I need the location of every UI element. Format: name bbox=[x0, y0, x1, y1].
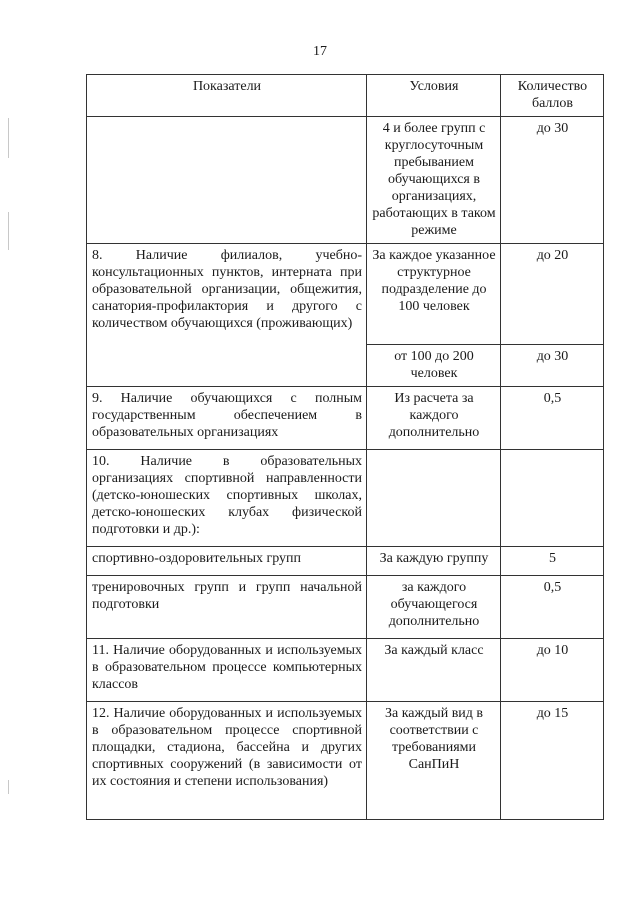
page-number: 17 bbox=[313, 44, 327, 59]
indicator-cell: тренировочных групп и групп начальной подготовки bbox=[87, 576, 367, 639]
points-cell: 0,5 bbox=[501, 387, 604, 450]
indicator-cell: 11. Наличие оборудованных и используемых в образовательном процессе компьютерных классов bbox=[87, 639, 367, 702]
table-row bbox=[87, 244, 604, 345]
table-row bbox=[87, 702, 604, 820]
condition-cell: за каждого обучающегося дополнительно bbox=[367, 576, 501, 639]
points-cell: до 15 bbox=[501, 702, 604, 820]
header-points: Количество баллов bbox=[501, 75, 604, 117]
indicator-cell: 10. Наличие в образовательных организациях спортивной направленности (детско-юношеских спортивных школах, детско-юношеских клубах физической подготовки и др.): bbox=[87, 450, 367, 547]
condition-cell bbox=[367, 450, 501, 547]
table-row bbox=[87, 387, 604, 450]
points-cell: до 20 bbox=[501, 244, 604, 345]
condition-cell: 4 и более групп с круглосуточным пребыванием обучающихся в организациях, работающих в таком режиме bbox=[367, 117, 501, 244]
points-cell bbox=[501, 450, 604, 547]
points-cell: до 10 bbox=[501, 639, 604, 702]
table-row bbox=[87, 450, 604, 547]
indicator-cell: спортивно-оздоровительных групп bbox=[87, 547, 367, 576]
indicator-cell bbox=[87, 117, 367, 244]
scan-margin-mark bbox=[8, 780, 9, 794]
header-indicators: Показатели bbox=[87, 75, 367, 117]
header-conditions: Условия bbox=[367, 75, 501, 117]
points-cell: до 30 bbox=[501, 117, 604, 244]
condition-cell: Из расчета за каждого дополнительно bbox=[367, 387, 501, 450]
condition-cell: от 100 до 200 человек bbox=[367, 345, 501, 387]
table-row bbox=[87, 576, 604, 639]
points-cell: 0,5 bbox=[501, 576, 604, 639]
indicator-cell: 9. Наличие обучающихся с полным государственным обеспечением в образовательных организациях bbox=[87, 387, 367, 450]
table-row bbox=[87, 117, 604, 244]
points-cell: 5 bbox=[501, 547, 604, 576]
table-row bbox=[87, 639, 604, 702]
condition-cell: За каждую группу bbox=[367, 547, 501, 576]
table-header-row bbox=[87, 75, 604, 117]
condition-cell: За каждое указанное структурное подразделение до 100 человек bbox=[367, 244, 501, 345]
condition-cell: За каждый вид в соответствии с требованиями СанПиН bbox=[367, 702, 501, 820]
table-row bbox=[87, 547, 604, 576]
points-cell: до 30 bbox=[501, 345, 604, 387]
indicator-cell: 12. Наличие оборудованных и используемых в образовательном процессе спортивной площадки, стадиона, бассейна и других спортивных сооружений (в зависимости от их состояния и степени использования) bbox=[87, 702, 367, 820]
indicators-table bbox=[86, 74, 604, 820]
indicator-cell: 8. Наличие филиалов, учебно-консультационных пунктов, интерната при образовательной организации, общежития, санатория-профилактория и другого с количеством обучающихся (проживающих) bbox=[87, 244, 367, 387]
scan-margin-mark bbox=[8, 212, 9, 250]
condition-cell: За каждый класс bbox=[367, 639, 501, 702]
scan-margin-mark bbox=[8, 118, 9, 158]
